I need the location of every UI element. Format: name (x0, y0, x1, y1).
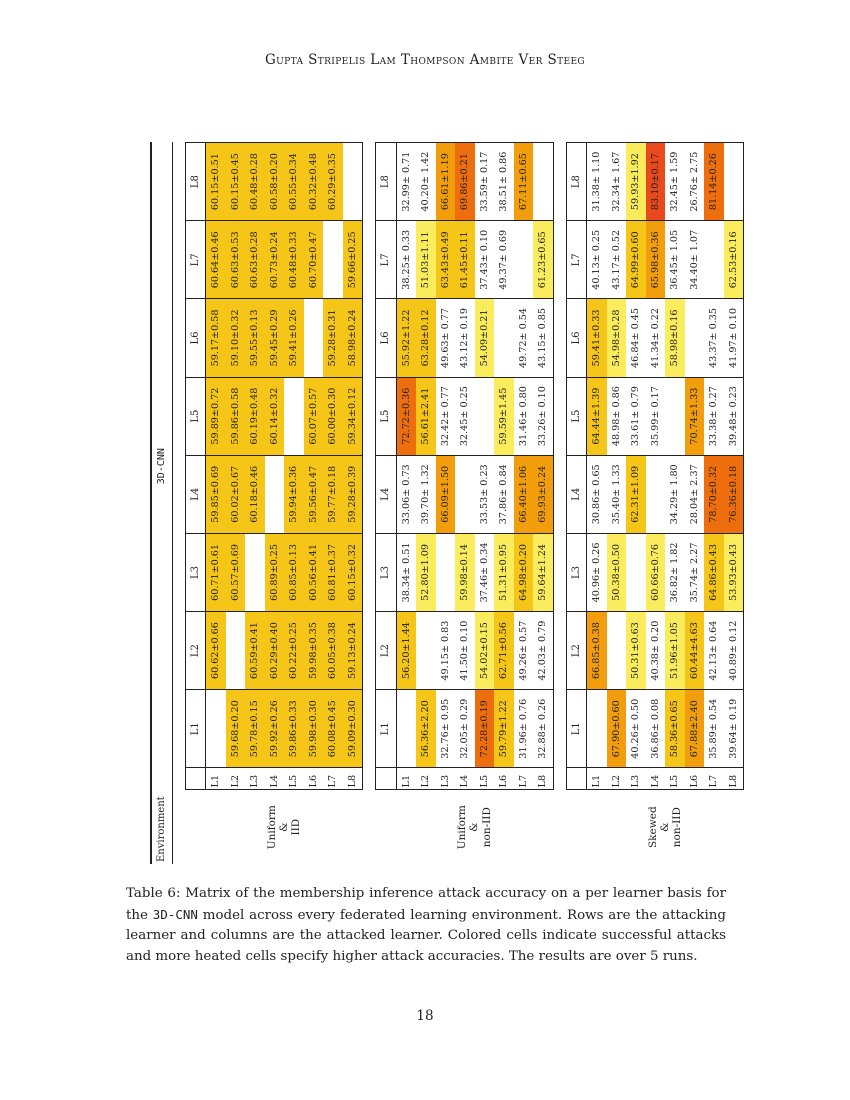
column-header: L3 (185, 533, 206, 611)
accuracy-cell: 60.48±0.33 (284, 221, 304, 299)
accuracy-cell: 62.71±0.56 (494, 612, 514, 690)
table-row (396, 143, 416, 865)
accuracy-cell: 67.88±2.40 (685, 690, 705, 768)
accuracy-cell: 64.99±0.60 (626, 221, 646, 299)
accuracy-cell: 59.09±0.30 (343, 690, 363, 768)
accuracy-cell: 60.56±0.41 (304, 533, 324, 611)
environment-name-line: non-IID (480, 807, 493, 848)
accuracy-cell: 59.98±0.30 (304, 690, 324, 768)
accuracy-cell (704, 221, 724, 299)
accuracy-cell: 60.22±0.25 (284, 612, 304, 690)
accuracy-cell: 31.96± 0.76 (514, 690, 534, 768)
accuracy-cell: 60.63±0.53 (226, 221, 246, 299)
accuracy-cell (455, 455, 475, 533)
column-header: L2 (376, 612, 397, 690)
table-row (206, 143, 226, 865)
accuracy-cell: 66.09±1.50 (436, 455, 456, 533)
accuracy-cell: 38.34± 0.51 (396, 533, 416, 611)
accuracy-cell: 59.79±1.22 (494, 690, 514, 768)
environment-name (587, 790, 744, 864)
accuracy-cell: 56.61±2.41 (416, 377, 436, 455)
accuracy-cell: 60.63±0.28 (245, 221, 265, 299)
accuracy-cell: 49.15± 0.83 (436, 612, 456, 690)
accuracy-cell: 63.43±0.49 (436, 221, 456, 299)
accuracy-cell: 63.28±0.12 (416, 299, 436, 377)
row-label-header (566, 768, 587, 790)
accuracy-cell: 54.98±0.28 (607, 299, 627, 377)
accuracy-cell (646, 455, 666, 533)
table-row (323, 143, 343, 865)
accuracy-cell: 36.86± 0.08 (646, 690, 666, 768)
accuracy-cell: 59.34±0.12 (343, 377, 363, 455)
column-header: L2 (185, 612, 206, 690)
caption-text-start: Table 6: Matrix of the membership inference attack accuracy on a per learner basis for the (126, 886, 726, 923)
accuracy-cell: 51.03±1.11 (416, 221, 436, 299)
accuracy-cell: 60.57±0.69 (226, 533, 246, 611)
row-label-header (185, 768, 206, 790)
column-header: L4 (376, 455, 397, 533)
accuracy-cell: 61.45±0.11 (455, 221, 475, 299)
accuracy-cell: 40.13± 0.25 (587, 221, 607, 299)
accuracy-cell (607, 612, 627, 690)
accuracy-cell: 30.86± 0.65 (587, 455, 607, 533)
row-label: L4 (646, 768, 666, 790)
accuracy-cell: 36.45± 1.05 (665, 221, 685, 299)
accuracy-cell: 56.36±2.20 (416, 690, 436, 768)
accuracy-cell: 69.86±0.21 (455, 143, 475, 221)
accuracy-cell: 32.76± 0.95 (436, 690, 456, 768)
accuracy-cell: 76.36±0.18 (724, 455, 744, 533)
accuracy-cell: 60.70±0.47 (304, 221, 324, 299)
row-label: L6 (685, 768, 705, 790)
column-header: L8 (566, 143, 587, 221)
column-header: L8 (376, 143, 397, 221)
table-row (514, 143, 534, 865)
accuracy-cell: 33.38± 0.27 (704, 377, 724, 455)
accuracy-cell (323, 221, 343, 299)
accuracy-cell: 60.66±0.76 (646, 533, 666, 611)
row-label: L1 (206, 768, 226, 790)
accuracy-cell: 54.09±0.21 (475, 299, 495, 377)
accuracy-cell: 59.41±0.33 (587, 299, 607, 377)
accuracy-cell: 36.82± 1.82 (665, 533, 685, 611)
accuracy-cell: 32.99± 0.71 (396, 143, 416, 221)
row-label: L8 (724, 768, 744, 790)
accuracy-cell: 59.93±1.92 (626, 143, 646, 221)
column-header: L6 (566, 299, 587, 377)
accuracy-cell: 59.68±0.20 (226, 690, 246, 768)
accuracy-cell: 60.62±0.66 (206, 612, 226, 690)
attack-accuracy-table (150, 142, 744, 864)
accuracy-cell: 33.53± 0.23 (475, 455, 495, 533)
accuracy-cell: 32.45± 0.25 (455, 377, 475, 455)
accuracy-cell: 35.99± 0.17 (646, 377, 666, 455)
accuracy-cell: 65.98±0.36 (646, 221, 666, 299)
accuracy-cell: 59.55±0.13 (245, 299, 265, 377)
accuracy-cell: 60.19±0.48 (245, 377, 265, 455)
accuracy-cell: 32.34± 1.67 (607, 143, 627, 221)
accuracy-cell: 32.88± 0.26 (533, 690, 553, 768)
accuracy-cell: 43.37± 0.35 (704, 299, 724, 377)
table-row (665, 143, 685, 865)
accuracy-cell: 34.40± 1.07 (685, 221, 705, 299)
column-header: L4 (566, 455, 587, 533)
accuracy-cell (626, 533, 646, 611)
environment-name-line: Uniform (456, 805, 469, 850)
environment-name-line: non-IID (671, 807, 684, 848)
accuracy-cell: 33.61± 0.79 (626, 377, 646, 455)
accuracy-cell: 59.85±0.69 (206, 455, 226, 533)
accuracy-cell: 59.89±0.72 (206, 377, 226, 455)
row-label: L3 (245, 768, 265, 790)
accuracy-cell: 60.32±0.48 (304, 143, 324, 221)
accuracy-cell: 59.17±0.58 (206, 299, 226, 377)
column-header: L5 (566, 377, 587, 455)
accuracy-cell: 39.48± 0.23 (724, 377, 744, 455)
row-label: L7 (704, 768, 724, 790)
table-row (416, 143, 436, 865)
table-row (455, 143, 475, 865)
accuracy-cell: 60.18±0.46 (245, 455, 265, 533)
accuracy-cell: 67.11±0.65 (514, 143, 534, 221)
row-label: L5 (284, 768, 304, 790)
accuracy-cell: 32.45± 1.59 (665, 143, 685, 221)
accuracy-cell: 37.43± 0.10 (475, 221, 495, 299)
table-row (304, 143, 324, 865)
table-row (494, 143, 514, 865)
row-label: L2 (226, 768, 246, 790)
accuracy-cell: 59.41±0.26 (284, 299, 304, 377)
table-row (533, 143, 553, 865)
row-label: L3 (626, 768, 646, 790)
environment-name-line: & (277, 822, 290, 832)
environment-header: Environment (151, 790, 172, 864)
accuracy-cell: 35.89± 0.54 (704, 690, 724, 768)
column-header: L3 (376, 533, 397, 611)
accuracy-cell: 60.85±0.13 (284, 533, 304, 611)
accuracy-cell: 37.86± 0.84 (494, 455, 514, 533)
accuracy-cell: 58.98±0.16 (665, 299, 685, 377)
accuracy-cell: 59.94±0.36 (284, 455, 304, 533)
accuracy-cell: 59.86±0.58 (226, 377, 246, 455)
accuracy-cell: 51.31±0.95 (494, 533, 514, 611)
accuracy-cell: 62.31±1.09 (626, 455, 646, 533)
accuracy-cell: 83.10±0.17 (646, 143, 666, 221)
table-caption (126, 884, 726, 967)
accuracy-cell: 78.70±0.32 (704, 455, 724, 533)
table-row (646, 143, 666, 865)
accuracy-cell: 60.48±0.28 (245, 143, 265, 221)
accuracy-cell: 48.98± 0.86 (607, 377, 627, 455)
env-header-spacer (376, 790, 397, 864)
column-header: L1 (185, 690, 206, 768)
accuracy-cell: 59.78±0.15 (245, 690, 265, 768)
accuracy-cell: 49.26± 0.57 (514, 612, 534, 690)
table-row (475, 143, 495, 865)
accuracy-cell (533, 143, 553, 221)
accuracy-cell: 43.12± 0.19 (455, 299, 475, 377)
environment-name (206, 790, 363, 864)
accuracy-cell: 64.86±0.43 (704, 533, 724, 611)
caption-text-end: model across every federated learning environment. Rows are the attacking learner and columns are the attacked learner. Colored cells indicate successful attacks and more heated cells specify higher attack accuracies. The results are over 5 runs. (126, 907, 727, 964)
accuracy-cell: 46.84± 0.45 (626, 299, 646, 377)
accuracy-cell: 31.46± 0.80 (514, 377, 534, 455)
accuracy-cell: 32.05± 0.29 (455, 690, 475, 768)
accuracy-cell: 43.15± 0.85 (533, 299, 553, 377)
accuracy-cell: 33.26± 0.10 (533, 377, 553, 455)
accuracy-cell: 64.98±0.20 (514, 533, 534, 611)
accuracy-cell: 41.50± 0.10 (455, 612, 475, 690)
accuracy-cell: 69.93±0.24 (533, 455, 553, 533)
column-header: L1 (376, 690, 397, 768)
table-row (685, 143, 705, 865)
accuracy-cell: 60.08±0.45 (323, 690, 343, 768)
accuracy-cell: 59.98±0.14 (455, 533, 475, 611)
accuracy-cell: 72.28±0.19 (475, 690, 495, 768)
accuracy-cell (685, 299, 705, 377)
table-row (226, 143, 246, 865)
accuracy-cell: 43.17± 0.52 (607, 221, 627, 299)
environment-name-line: & (468, 822, 481, 832)
env-header-spacer (185, 790, 206, 864)
accuracy-cell: 38.25± 0.33 (396, 221, 416, 299)
accuracy-cell: 42.13± 0.64 (704, 612, 724, 690)
accuracy-cell: 59.92±0.26 (265, 690, 285, 768)
accuracy-cell: 60.89±0.25 (265, 533, 285, 611)
accuracy-cell: 59.98±0.35 (304, 612, 324, 690)
table-row (265, 143, 285, 865)
accuracy-cell: 35.74± 2.27 (685, 533, 705, 611)
accuracy-cell: 60.73±0.24 (265, 221, 285, 299)
accuracy-cell: 60.55±0.34 (284, 143, 304, 221)
row-label: L5 (665, 768, 685, 790)
accuracy-cell (396, 690, 416, 768)
accuracy-cell: 51.96±1.05 (665, 612, 685, 690)
accuracy-cell: 33.59± 0.17 (475, 143, 495, 221)
accuracy-cell: 81.14±0.26 (704, 143, 724, 221)
accuracy-cell: 50.31±0.63 (626, 612, 646, 690)
environment-name-line: Uniform (265, 805, 278, 850)
accuracy-cell: 39.64± 0.19 (724, 690, 744, 768)
accuracy-cell: 58.36±0.65 (665, 690, 685, 768)
accuracy-cell: 60.00±0.30 (323, 377, 343, 455)
accuracy-cell (304, 299, 324, 377)
row-label-header (376, 768, 397, 790)
accuracy-cell: 40.20± 1.42 (416, 143, 436, 221)
accuracy-cell: 60.81±0.37 (323, 533, 343, 611)
accuracy-cell: 49.63± 0.77 (436, 299, 456, 377)
table-row (607, 143, 627, 865)
accuracy-cell: 60.44±4.63 (685, 612, 705, 690)
accuracy-cell: 53.93±0.43 (724, 533, 744, 611)
accuracy-cell: 60.64±0.46 (206, 221, 226, 299)
table-row (284, 143, 304, 865)
env-header-spacer (566, 790, 587, 864)
accuracy-cell: 60.15±0.45 (226, 143, 246, 221)
table-row (587, 143, 607, 865)
accuracy-cell: 62.53±0.16 (724, 221, 744, 299)
accuracy-cell (475, 377, 495, 455)
accuracy-cell (494, 299, 514, 377)
table-row (245, 143, 265, 865)
accuracy-cell: 59.66±0.25 (343, 221, 363, 299)
accuracy-cell: 60.05±0.38 (323, 612, 343, 690)
column-header: L6 (185, 299, 206, 377)
accuracy-cell (587, 690, 607, 768)
environment-name (396, 790, 553, 864)
row-label: L1 (396, 768, 416, 790)
accuracy-cell (265, 455, 285, 533)
row-label: L4 (455, 768, 475, 790)
accuracy-cell: 56.20±1.44 (396, 612, 416, 690)
column-header: L7 (185, 221, 206, 299)
accuracy-cell: 50.38±0.50 (607, 533, 627, 611)
table-row (704, 143, 724, 865)
accuracy-cell (206, 690, 226, 768)
accuracy-cell: 66.61±1.19 (436, 143, 456, 221)
accuracy-cell (665, 377, 685, 455)
accuracy-cell: 60.15±0.32 (343, 533, 363, 611)
table-row (626, 143, 646, 865)
accuracy-cell: 59.10±0.32 (226, 299, 246, 377)
accuracy-cell (226, 612, 246, 690)
rotated-table-container (150, 142, 739, 864)
accuracy-cell: 59.77±0.18 (323, 455, 343, 533)
model-title: 3D-CNN (151, 143, 172, 790)
accuracy-cell: 60.15±0.51 (206, 143, 226, 221)
environment-name-line: Skewed (646, 806, 659, 849)
accuracy-cell: 60.29±0.35 (323, 143, 343, 221)
accuracy-cell: 52.80±1.09 (416, 533, 436, 611)
accuracy-cell: 54.02±0.15 (475, 612, 495, 690)
accuracy-cell: 60.29±0.40 (265, 612, 285, 690)
row-label: L2 (416, 768, 436, 790)
accuracy-cell: 66.85±0.38 (587, 612, 607, 690)
row-label: L2 (607, 768, 627, 790)
accuracy-cell: 26.76± 2.75 (685, 143, 705, 221)
column-header: L1 (566, 690, 587, 768)
accuracy-cell: 49.37± 0.69 (494, 221, 514, 299)
environment-name-line: IID (290, 818, 303, 836)
accuracy-cell: 66.40±1.06 (514, 455, 534, 533)
accuracy-cell: 33.06± 0.73 (396, 455, 416, 533)
accuracy-cell: 59.64±1.24 (533, 533, 553, 611)
accuracy-cell: 40.38± 0.20 (646, 612, 666, 690)
table-row (436, 143, 456, 865)
row-label: L4 (265, 768, 285, 790)
accuracy-cell: 60.07±0.57 (304, 377, 324, 455)
accuracy-cell (436, 533, 456, 611)
row-label: L7 (323, 768, 343, 790)
accuracy-cell: 60.02±0.67 (226, 455, 246, 533)
column-header: L2 (566, 612, 587, 690)
row-label: L5 (475, 768, 495, 790)
running-header: Gupta Stripelis Lam Thompson Ambite Ver Steeg (264, 52, 586, 68)
accuracy-cell: 59.28±0.39 (343, 455, 363, 533)
accuracy-cell (343, 143, 363, 221)
accuracy-cell: 67.90±0.60 (607, 690, 627, 768)
accuracy-cell: 59.13±0.24 (343, 612, 363, 690)
accuracy-cell (416, 612, 436, 690)
row-label: L1 (587, 768, 607, 790)
accuracy-cell: 72.72±0.36 (396, 377, 416, 455)
accuracy-cell: 41.34± 0.22 (646, 299, 666, 377)
accuracy-cell: 39.70± 1.32 (416, 455, 436, 533)
row-label: L6 (304, 768, 324, 790)
accuracy-cell: 40.96± 0.26 (587, 533, 607, 611)
accuracy-cell: 40.89± 0.12 (724, 612, 744, 690)
column-header: L3 (566, 533, 587, 611)
accuracy-cell: 40.26± 0.50 (626, 690, 646, 768)
row-label: L7 (514, 768, 534, 790)
table-row (343, 143, 363, 865)
accuracy-cell: 59.45±0.29 (265, 299, 285, 377)
accuracy-cell: 58.98±0.24 (343, 299, 363, 377)
accuracy-cell: 55.92±1.22 (396, 299, 416, 377)
column-header: L6 (376, 299, 397, 377)
accuracy-cell: 60.14±0.32 (265, 377, 285, 455)
column-header: L7 (566, 221, 587, 299)
accuracy-cell: 61.23±0.65 (533, 221, 553, 299)
row-label: L6 (494, 768, 514, 790)
column-header: L5 (376, 377, 397, 455)
accuracy-cell: 59.86±0.33 (284, 690, 304, 768)
accuracy-cell (284, 377, 304, 455)
caption-model-code: 3D-CNN (152, 906, 198, 922)
row-label: L3 (436, 768, 456, 790)
accuracy-cell: 41.97± 0.10 (724, 299, 744, 377)
row-label: L8 (533, 768, 553, 790)
accuracy-cell (245, 533, 265, 611)
accuracy-cell: 49.72± 0.54 (514, 299, 534, 377)
accuracy-cell: 64.44±1.39 (587, 377, 607, 455)
accuracy-cell: 38.51± 0.86 (494, 143, 514, 221)
column-header: L7 (376, 221, 397, 299)
accuracy-cell: 59.59±1.45 (494, 377, 514, 455)
accuracy-cell: 60.58±0.20 (265, 143, 285, 221)
column-header: L4 (185, 455, 206, 533)
accuracy-cell: 42.03± 0.79 (533, 612, 553, 690)
page-number: 18 (416, 1008, 434, 1024)
environment-name-line: & (658, 822, 671, 832)
accuracy-cell: 70.74±1.33 (685, 377, 705, 455)
column-header: L8 (185, 143, 206, 221)
accuracy-cell: 32.42± 0.77 (436, 377, 456, 455)
accuracy-cell: 37.46± 0.34 (475, 533, 495, 611)
accuracy-cell: 59.28±0.31 (323, 299, 343, 377)
accuracy-cell: 60.71±0.61 (206, 533, 226, 611)
table-row (724, 143, 744, 865)
accuracy-cell (724, 143, 744, 221)
accuracy-cell: 59.56±0.47 (304, 455, 324, 533)
column-header: L5 (185, 377, 206, 455)
accuracy-cell: 34.29± 1.80 (665, 455, 685, 533)
row-label: L8 (343, 768, 363, 790)
accuracy-cell (514, 221, 534, 299)
accuracy-cell: 60.59±0.41 (245, 612, 265, 690)
accuracy-cell: 31.38± 1.10 (587, 143, 607, 221)
accuracy-cell: 35.40± 1.33 (607, 455, 627, 533)
accuracy-cell: 28.04± 2.37 (685, 455, 705, 533)
